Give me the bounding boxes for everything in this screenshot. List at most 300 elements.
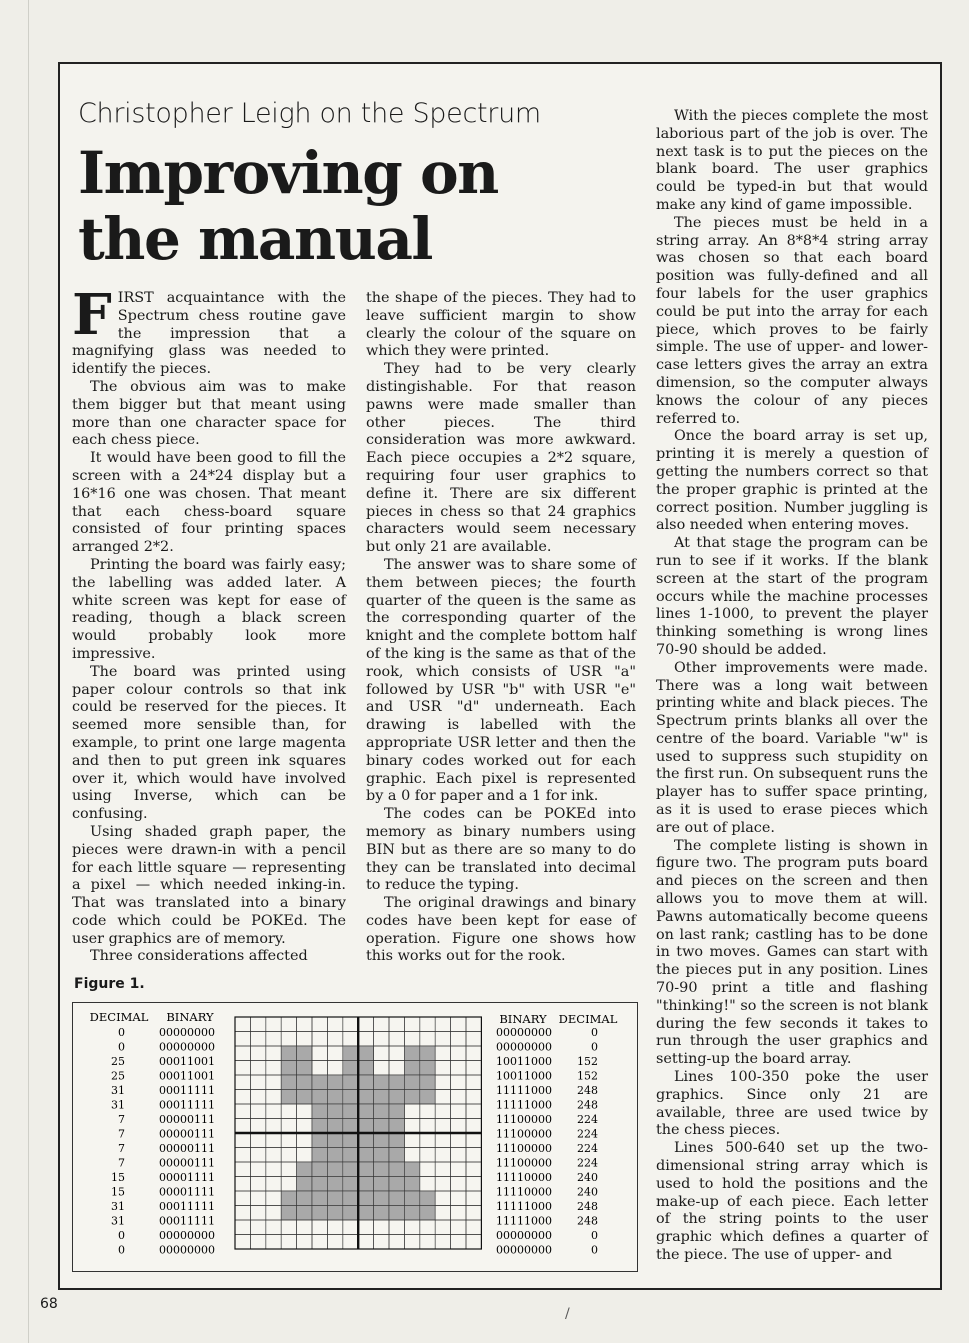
binary-cell-left: 00000111 [159, 1113, 215, 1126]
paper-pixel [374, 1061, 389, 1076]
ink-pixel [358, 1177, 373, 1192]
paper-pixel [250, 1235, 265, 1250]
rook-pixel-figure [73, 1003, 639, 1273]
paragraph: The board was printed using paper colour controls so that ink could be reserved for the pieces. It seemed more sensible than, for example, to print one large magenta and then to put green ink squares over it, which would have involved using Inverse, which can be confusing. [72, 663, 346, 823]
ink-pixel [297, 1177, 312, 1192]
decimal-cell-right: 152 [577, 1055, 598, 1068]
column-3 [656, 108, 928, 1265]
paper-pixel [404, 1017, 419, 1032]
paper-pixel [435, 1119, 450, 1134]
paper-pixel [266, 1119, 281, 1134]
ink-pixel [327, 1119, 342, 1134]
ink-pixel [404, 1177, 419, 1192]
ink-pixel [374, 1090, 389, 1105]
paper-pixel [451, 1235, 466, 1250]
paper-pixel [435, 1206, 450, 1221]
paper-pixel [250, 1046, 265, 1061]
ink-pixel [343, 1177, 358, 1192]
ink-pixel [297, 1075, 312, 1090]
paper-pixel [250, 1075, 265, 1090]
paper-pixel [250, 1148, 265, 1163]
paragraph: It would have been good to fill the screen with a 24*24 display but a 16*16 one was chosen. That meant that each chess-board square consisted of four printing spaces arranged 2*2. [72, 450, 346, 556]
paper-pixel [250, 1177, 265, 1192]
paper-pixel [466, 1148, 481, 1163]
paper-pixel [281, 1017, 296, 1032]
paragraph: The pieces must be held in a string array. An 8*8*4 string array was chosen so that each board position was fully-defined and all four labels for the user graphics could be put into the array for each piece, which proves to be fairly simple. The use of upper- and lower-case letters gives the array an extra dimension, so the computer always knows the colour of any pieces referred to. [656, 214, 928, 427]
paper-pixel [451, 1162, 466, 1177]
decimal-cell-left: 0 [118, 1243, 125, 1257]
paper-pixel [435, 1017, 450, 1032]
paper-pixel [374, 1220, 389, 1235]
binary-cell-left: 00011001 [159, 1069, 215, 1083]
paper-pixel [420, 1235, 435, 1250]
binary-cell-right: 11100000 [496, 1127, 552, 1141]
paper-pixel [435, 1235, 450, 1250]
ink-pixel [389, 1075, 404, 1090]
binary-cell-right: 11100000 [496, 1113, 552, 1126]
paper-pixel [281, 1148, 296, 1163]
ink-pixel [389, 1191, 404, 1206]
ink-pixel [327, 1075, 342, 1090]
paragraph: Using shaded graph paper, the pieces were drawn-in with a pencil for each little square — representing a pixel — which needed inking-in. That was translated into a binary code which could be POKEd. The user graphics are of memory. [72, 823, 346, 947]
paper-pixel [266, 1148, 281, 1163]
paper-pixel [404, 1235, 419, 1250]
paper-pixel [435, 1090, 450, 1105]
paper-pixel [466, 1177, 481, 1192]
ink-pixel [327, 1206, 342, 1221]
paragraph: Lines 500-640 set up the two-dimensional string array which is used to hold the positions and the make-up of each piece. Each letter of the string points to the user graphic which defines a quarter of the piece. The use of upper- and [656, 1140, 928, 1263]
paper-pixel [250, 1206, 265, 1221]
paper-pixel [250, 1061, 265, 1076]
paper-pixel [420, 1162, 435, 1177]
paper-pixel [266, 1046, 281, 1061]
paper-pixel [266, 1075, 281, 1090]
paper-pixel [343, 1235, 358, 1250]
ink-pixel [297, 1162, 312, 1177]
ink-pixel [312, 1177, 327, 1192]
binary-cell-left: 00000000 [159, 1243, 215, 1257]
paper-pixel [404, 1220, 419, 1235]
paper-pixel [389, 1061, 404, 1076]
ink-pixel [358, 1075, 373, 1090]
ink-pixel [297, 1191, 312, 1206]
ink-pixel [374, 1075, 389, 1090]
decimal-cell-right: 0 [591, 1229, 598, 1242]
ink-pixel [374, 1133, 389, 1148]
ink-pixel [312, 1119, 327, 1134]
binary-cell-right: 00000000 [496, 1026, 552, 1039]
paper-pixel [266, 1235, 281, 1250]
paper-pixel [466, 1032, 481, 1047]
ink-pixel [420, 1075, 435, 1090]
drop-cap: F [72, 282, 112, 348]
ink-pixel [297, 1206, 312, 1221]
decimal-cell-right: 224 [577, 1142, 598, 1155]
paper-pixel [281, 1177, 296, 1192]
paper-pixel [235, 1061, 250, 1076]
paragraph: Lines 100-350 poke the user graphics. Since only 21 are available, three are used twice by the chess pieces. [656, 1069, 928, 1139]
paper-pixel [327, 1032, 342, 1047]
ink-pixel [374, 1191, 389, 1206]
paper-pixel [466, 1119, 481, 1134]
decimal-cell-left: 7 [118, 1127, 125, 1141]
paragraph: The original drawings and binary codes have been kept for ease of operation. Figure one shows how this works out for the rook. [366, 895, 636, 965]
paper-pixel [297, 1104, 312, 1119]
paper-pixel [235, 1148, 250, 1163]
ink-pixel [358, 1061, 373, 1076]
paper-pixel [343, 1032, 358, 1047]
paper-pixel [297, 1235, 312, 1250]
ink-pixel [358, 1046, 373, 1061]
paper-pixel [466, 1104, 481, 1119]
paper-pixel [235, 1046, 250, 1061]
ink-pixel [404, 1046, 419, 1061]
paragraph: At that stage the program can be run to see if it works. If the blank screen at the start of the program occurs while the machine processes lines 1-1000, to prevent the player thinking something is wrong lines 70-90 should be added. [656, 535, 928, 658]
paper-pixel [235, 1235, 250, 1250]
paper-pixel [235, 1075, 250, 1090]
ink-pixel [297, 1090, 312, 1105]
paper-pixel [435, 1162, 450, 1177]
ink-pixel [343, 1090, 358, 1105]
paper-pixel [235, 1104, 250, 1119]
paper-pixel [389, 1046, 404, 1061]
ink-pixel [327, 1162, 342, 1177]
headline [78, 140, 638, 272]
decimal-cell-left: 15 [111, 1171, 125, 1184]
paragraph: They had to be very clearly distingishable. For that reason pawns were made smaller than other pieces. The third consideration was more awkward. Each piece occupies a 2*2 square, requiring four user graphics to define it. There are six different pieces in chess so that 24 graphics characters would seem necessary but only 21 are available. [366, 361, 636, 556]
ink-pixel [297, 1046, 312, 1061]
paper-pixel [420, 1133, 435, 1148]
ink-pixel [312, 1148, 327, 1163]
ink-pixel [358, 1104, 373, 1119]
binary-cell-right: 10011000 [496, 1069, 552, 1083]
ink-pixel [420, 1046, 435, 1061]
paper-pixel [297, 1133, 312, 1148]
paper-pixel [466, 1090, 481, 1105]
binary-cell-left: 00011111 [159, 1200, 215, 1213]
paper-pixel [266, 1162, 281, 1177]
decimal-header-left: DECIMAL [89, 1010, 149, 1024]
paper-pixel [266, 1061, 281, 1076]
ink-pixel [374, 1177, 389, 1192]
binary-cell-right: 10011000 [496, 1055, 552, 1068]
paper-pixel [266, 1133, 281, 1148]
paper-pixel [358, 1235, 373, 1250]
decimal-cell-left: 0 [118, 1040, 125, 1054]
decimal-cell-right: 0 [591, 1040, 598, 1054]
ink-pixel [358, 1148, 373, 1163]
ink-pixel [281, 1090, 296, 1105]
column-1 [72, 282, 346, 966]
ink-pixel [404, 1090, 419, 1105]
paper-pixel [451, 1191, 466, 1206]
ink-pixel [327, 1133, 342, 1148]
page-edge [28, 0, 29, 1343]
decimal-cell-right: 240 [577, 1171, 598, 1184]
paper-pixel [327, 1017, 342, 1032]
ink-pixel [312, 1162, 327, 1177]
paragraph: The answer was to share some of them between pieces; the fourth quarter of the queen is the same as the corresponding quarter of the knight and the complete bottom half of the king is the same as that of the rook, which consists of USR "a" followed by USR "b" with USR "e" and USR "d" underneath. Each drawing is labelled with the appropriate USR letter and then the binary codes worked out for each graphic. Each pixel is represented by a 0 for paper and a 1 for ink. [366, 556, 636, 805]
binary-cell-left: 00001111 [159, 1185, 215, 1199]
paper-pixel [466, 1046, 481, 1061]
paper-pixel [435, 1032, 450, 1047]
binary-cell-right: 11110000 [496, 1171, 552, 1184]
ink-pixel [374, 1206, 389, 1221]
paper-pixel [389, 1235, 404, 1250]
paper-pixel [435, 1133, 450, 1148]
ink-pixel [389, 1206, 404, 1221]
paper-pixel [343, 1017, 358, 1032]
paper-pixel [250, 1090, 265, 1105]
ink-pixel [389, 1162, 404, 1177]
ink-pixel [374, 1148, 389, 1163]
ink-pixel [358, 1119, 373, 1134]
binary-cell-right: 11111000 [496, 1214, 552, 1228]
binary-header-right: BINARY [499, 1012, 547, 1026]
binary-cell-left: 00011001 [159, 1055, 215, 1068]
paper-pixel [404, 1148, 419, 1163]
binary-cell-left: 00000111 [159, 1127, 215, 1141]
ink-pixel [312, 1206, 327, 1221]
paper-pixel [435, 1220, 450, 1235]
decimal-cell-left: 31 [111, 1200, 125, 1213]
paper-pixel [266, 1206, 281, 1221]
ink-pixel [343, 1206, 358, 1221]
headline-line-1: Improving on [78, 139, 498, 207]
first-paragraph [72, 282, 346, 379]
paper-pixel [235, 1119, 250, 1134]
paper-pixel [466, 1017, 481, 1032]
paper-pixel [389, 1032, 404, 1047]
paper-pixel [466, 1075, 481, 1090]
paper-pixel [358, 1017, 373, 1032]
paper-pixel [281, 1220, 296, 1235]
decimal-cell-right: 152 [577, 1069, 598, 1083]
paper-pixel [435, 1046, 450, 1061]
binary-cell-right: 11111000 [496, 1200, 552, 1213]
paper-pixel [297, 1220, 312, 1235]
paper-pixel [358, 1220, 373, 1235]
ink-pixel [281, 1206, 296, 1221]
ink-pixel [389, 1133, 404, 1148]
paper-pixel [404, 1133, 419, 1148]
paragraph: the shape of the pieces. They had to leave sufficient margin to show clearly the colour of the square on which they were printed. [366, 290, 636, 360]
paper-pixel [327, 1046, 342, 1061]
paper-pixel [435, 1061, 450, 1076]
ink-pixel [389, 1119, 404, 1134]
paper-pixel [281, 1119, 296, 1134]
paper-pixel [312, 1032, 327, 1047]
decimal-cell-left: 7 [118, 1156, 125, 1170]
ink-pixel [358, 1090, 373, 1105]
decimal-cell-left: 7 [118, 1142, 125, 1155]
ink-pixel [374, 1162, 389, 1177]
ink-pixel [312, 1104, 327, 1119]
paper-pixel [420, 1104, 435, 1119]
paper-pixel [281, 1235, 296, 1250]
paper-pixel [435, 1191, 450, 1206]
paper-pixel [466, 1206, 481, 1221]
paragraph: Three considerations affected [90, 948, 308, 965]
decimal-cell-right: 248 [577, 1084, 598, 1097]
decimal-cell-left: 0 [118, 1229, 125, 1242]
ink-pixel [420, 1191, 435, 1206]
paper-pixel [250, 1017, 265, 1032]
ink-pixel [281, 1046, 296, 1061]
paper-pixel [451, 1206, 466, 1221]
paper-pixel [250, 1119, 265, 1134]
paper-pixel [389, 1220, 404, 1235]
ink-pixel [281, 1191, 296, 1206]
binary-cell-right: 11110000 [496, 1185, 552, 1199]
column-2 [366, 290, 636, 966]
binary-cell-left: 00000000 [159, 1229, 215, 1242]
decimal-cell-left: 31 [111, 1084, 125, 1097]
paper-pixel [451, 1133, 466, 1148]
paragraph: Once the board array is set up, printing it is merely a question of getting the numbers correct so that the proper graphic is printed at the correct position. Number juggling is also needed when entering moves. [656, 428, 928, 534]
paper-pixel [404, 1119, 419, 1134]
paper-pixel [250, 1191, 265, 1206]
paper-pixel [451, 1148, 466, 1163]
paper-pixel [451, 1090, 466, 1105]
paper-pixel [250, 1133, 265, 1148]
paragraph: The codes can be POKEd into memory as binary numbers using BIN but as there are so many to do they can be translated into decimal to reduce the typing. [366, 806, 636, 894]
paper-pixel [281, 1032, 296, 1047]
paper-pixel [466, 1220, 481, 1235]
paper-pixel [266, 1104, 281, 1119]
binary-cell-right: 11111000 [496, 1084, 552, 1097]
ink-pixel [343, 1104, 358, 1119]
ink-pixel [327, 1191, 342, 1206]
headline-line-2: the manual [78, 205, 432, 273]
ink-pixel [343, 1191, 358, 1206]
binary-cell-left: 00000111 [159, 1142, 215, 1155]
ink-pixel [343, 1119, 358, 1134]
binary-cell-left: 00001111 [159, 1171, 215, 1184]
decimal-cell-right: 0 [591, 1243, 598, 1257]
paragraph: With the pieces complete the most laborious part of the job is over. The next task is to put the pieces on the blank board. The user graphics could be typed-in but that would make any kind of game impossible. [656, 108, 928, 213]
binary-cell-left: 00000111 [159, 1156, 215, 1170]
paper-pixel [343, 1220, 358, 1235]
ink-pixel [327, 1177, 342, 1192]
paper-pixel [235, 1206, 250, 1221]
paper-pixel [312, 1046, 327, 1061]
ink-pixel [404, 1061, 419, 1076]
paper-pixel [312, 1017, 327, 1032]
ink-pixel [312, 1075, 327, 1090]
decimal-cell-left: 0 [118, 1026, 125, 1039]
paper-pixel [327, 1235, 342, 1250]
decimal-cell-right: 248 [577, 1200, 598, 1213]
paper-pixel [266, 1177, 281, 1192]
ink-pixel [281, 1061, 296, 1076]
paper-pixel [235, 1191, 250, 1206]
paragraph: The complete listing is shown in figure two. The program puts board and pieces on the screen and then allows you to move them at will. Pawns automatically become queens on last rank; castling has to be done in two moves. Games can start with the pieces put in any position. Lines 70-90 print a title and flashing "thinking!" so the screen is not blank during the few seconds it takes to run through the user graphics and setting-up the board array. [656, 837, 928, 1068]
decimal-cell-right: 248 [577, 1098, 598, 1112]
decimal-cell-left: 7 [118, 1113, 125, 1126]
paper-pixel [250, 1104, 265, 1119]
ink-pixel [374, 1104, 389, 1119]
paper-pixel [389, 1017, 404, 1032]
ink-pixel [389, 1090, 404, 1105]
binary-cell-right: 00000000 [496, 1229, 552, 1242]
paper-pixel [374, 1046, 389, 1061]
first-paragraph-text: IRST acquaintance with the Spectrum chess routine gave the impression that a magnifying glass was needed to identify the pieces. [72, 290, 346, 378]
paper-pixel [435, 1104, 450, 1119]
paper-pixel [235, 1017, 250, 1032]
paper-pixel [250, 1032, 265, 1047]
decimal-cell-left: 15 [111, 1185, 125, 1199]
ink-pixel [343, 1075, 358, 1090]
binary-cell-left: 00000000 [159, 1040, 215, 1054]
binary-cell-right: 11100000 [496, 1156, 552, 1170]
decimal-cell-right: 240 [577, 1185, 598, 1199]
ink-pixel [343, 1148, 358, 1163]
binary-header-left: BINARY [166, 1010, 214, 1024]
ink-pixel [343, 1061, 358, 1076]
paper-pixel [451, 1119, 466, 1134]
decimal-header-right: DECIMAL [558, 1012, 618, 1026]
ink-pixel [297, 1061, 312, 1076]
paper-pixel [466, 1061, 481, 1076]
paper-pixel [435, 1075, 450, 1090]
paper-pixel [312, 1220, 327, 1235]
paper-pixel [420, 1017, 435, 1032]
figure-box [72, 1002, 638, 1272]
binary-cell-left: 00011111 [159, 1084, 215, 1097]
paper-pixel [420, 1177, 435, 1192]
ink-pixel [327, 1090, 342, 1105]
figure-title: Figure 1. [74, 976, 145, 992]
decimal-cell-right: 224 [577, 1156, 598, 1170]
paper-pixel [466, 1133, 481, 1148]
decimal-cell-right: 248 [577, 1214, 598, 1228]
paper-pixel [312, 1235, 327, 1250]
ink-pixel [343, 1162, 358, 1177]
paper-pixel [358, 1032, 373, 1047]
paper-pixel [327, 1061, 342, 1076]
paper-pixel [374, 1235, 389, 1250]
paper-pixel [435, 1148, 450, 1163]
ink-pixel [281, 1075, 296, 1090]
ink-pixel [374, 1119, 389, 1134]
paper-pixel [312, 1061, 327, 1076]
binary-cell-right: 11100000 [496, 1142, 552, 1155]
paper-pixel [420, 1032, 435, 1047]
decimal-cell-right: 224 [577, 1127, 598, 1141]
paper-pixel [404, 1032, 419, 1047]
decimal-cell-right: 224 [577, 1113, 598, 1126]
ink-pixel [389, 1177, 404, 1192]
paper-pixel [451, 1061, 466, 1076]
paper-pixel [451, 1177, 466, 1192]
page-number: 68 [40, 1296, 58, 1312]
paper-pixel [435, 1177, 450, 1192]
paper-pixel [266, 1220, 281, 1235]
paper-pixel [235, 1220, 250, 1235]
paper-pixel [281, 1104, 296, 1119]
ink-pixel [420, 1090, 435, 1105]
kicker: Christopher Leigh on the Spectrum [78, 98, 541, 129]
paper-pixel [235, 1032, 250, 1047]
paper-pixel [420, 1220, 435, 1235]
ink-pixel [343, 1046, 358, 1061]
paper-pixel [235, 1090, 250, 1105]
binary-cell-right: 00000000 [496, 1040, 552, 1054]
binary-cell-right: 00000000 [496, 1243, 552, 1257]
paper-pixel [466, 1235, 481, 1250]
paper-pixel [281, 1133, 296, 1148]
